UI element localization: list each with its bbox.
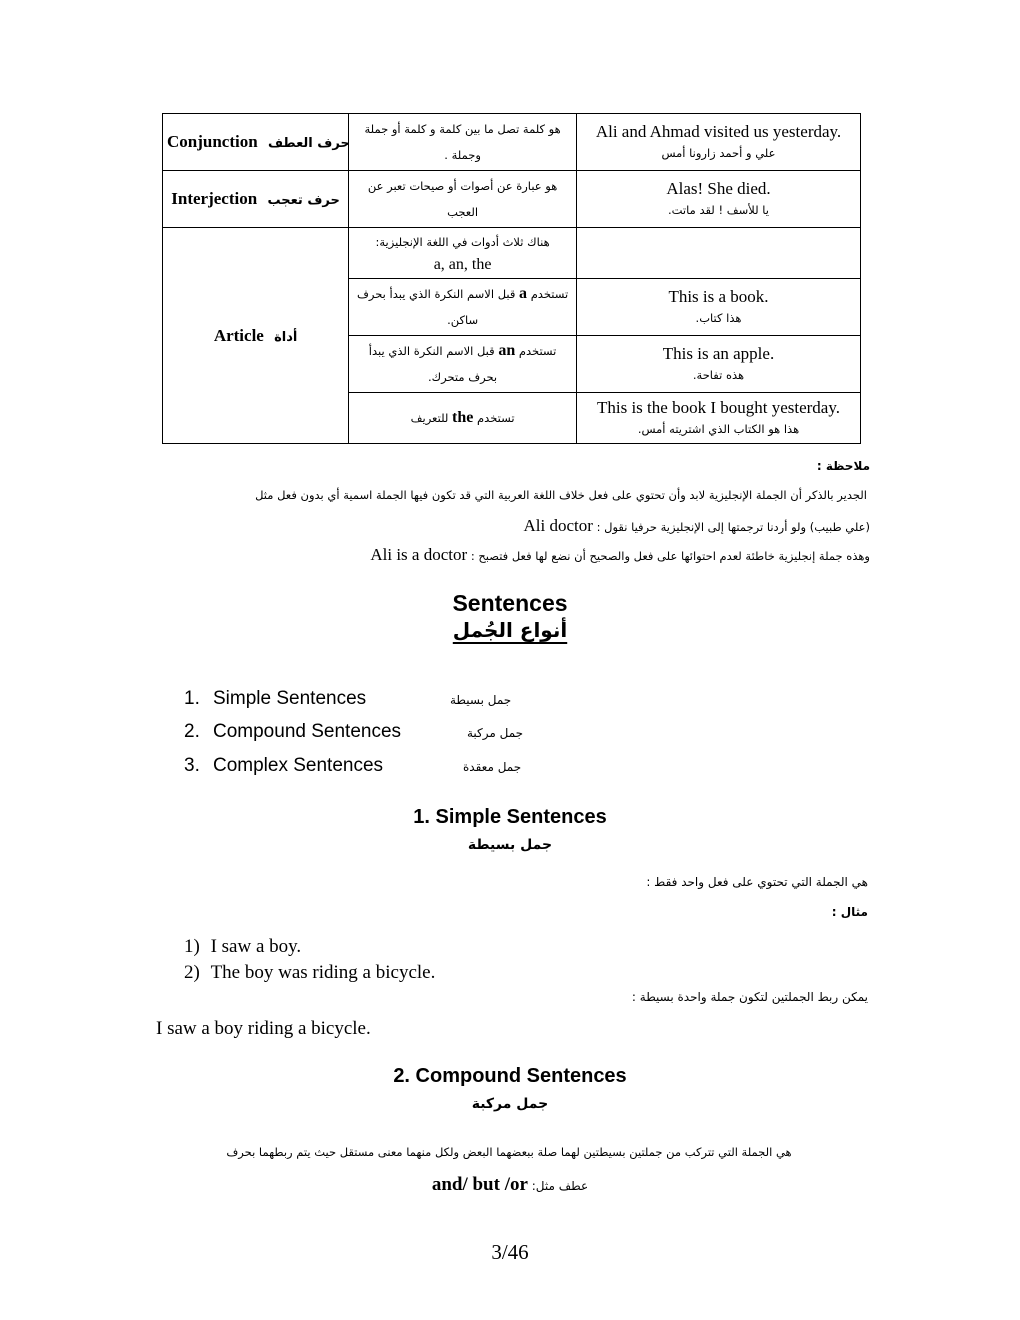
term-cell <box>163 171 349 228</box>
term-cell <box>163 114 349 171</box>
example-text: The boy was riding a bicycle. <box>210 962 436 983</box>
example-number: 2) <box>184 962 200 983</box>
table-row <box>163 171 861 228</box>
example-label: مثال : <box>831 905 868 919</box>
example-en: Alas! She died. <box>666 179 771 198</box>
description-cell: هو عبارة عن أصوات أو صيحات تعبر عن العجب <box>349 171 577 228</box>
simple-definition: هي الجملة التي تحتوي على فعل واحد فقط : <box>646 875 868 889</box>
table-row <box>163 228 861 279</box>
article-intro-ar: هناك ثلاث أدوات في اللغة الإنجليزية: <box>375 235 550 249</box>
page-number: 3/46 <box>491 1240 529 1264</box>
conj-words: and/ but /or <box>431 1174 528 1195</box>
example-en: This is the book I bought yesterday. <box>596 398 840 417</box>
note-line-2 <box>524 516 871 536</box>
term-ar: حرف العطف <box>267 136 350 151</box>
conj-label-ar: عطف مثل: <box>531 1179 589 1193</box>
compound-definition: هي الجملة التي تتركب من جملتين بسيطتين لهما صلة ببعضهما البعض ولكل منهما معنى مستقل حيث يتم ربطهما بحرف <box>226 1145 792 1159</box>
example-ar: هذا كتاب. <box>695 311 742 325</box>
note-line-2-ar: (علي طبيب) ولو أردنا ترجمتها إلى الإنجليزية حرفيا نقول : <box>596 520 870 534</box>
list-text-ar: جمل معقدة <box>463 760 522 774</box>
grammar-table <box>162 113 861 444</box>
simple-heading-ar: جمل بسيطة <box>467 837 553 853</box>
article-keyword: an <box>498 342 516 359</box>
table-row <box>163 114 861 171</box>
conj-line <box>0 1174 1020 1196</box>
note-line-2-en: Ali doctor <box>523 516 593 535</box>
note-line-3-ar: وهذه جملة إنجليزية خاطئة لعدم احتوائها على فعل والصحيح أن نضع لها فعل فتصبح : <box>470 549 870 563</box>
example-item <box>184 936 301 958</box>
term-en: Interjection <box>171 189 258 208</box>
example-text: I saw a boy. <box>210 936 302 957</box>
note-line-3-en: Ali is a doctor <box>370 545 468 564</box>
compound-heading: 2. Compound Sentences <box>393 1065 627 1087</box>
note-line-1: الجدير بالذكر أن الجملة الإنجليزية لابد وأن تحتوي على فعل خلاف اللغة العربية التي قد تكون فيها الجملة اسمية أي بدون فعل مثل <box>255 488 867 502</box>
example-ar: هذه تفاحة. <box>692 368 745 382</box>
desc-post: قبل الاسم النكرة الذي يبدأ بحرف ساكن. <box>356 287 516 327</box>
article-intro-en: a, an, the <box>433 256 492 273</box>
example-cell <box>576 336 860 393</box>
list-number: 1. <box>184 688 200 709</box>
example-cell <box>576 393 860 444</box>
example-cell <box>576 114 860 171</box>
list-number: 3. <box>184 755 200 776</box>
desc-pre: تستخدم <box>477 411 515 425</box>
article-keyword: a <box>519 285 528 302</box>
term-cell <box>163 228 349 444</box>
desc-pre: تستخدم <box>518 344 557 358</box>
example-item <box>184 962 435 984</box>
description-cell <box>349 336 577 393</box>
desc-post: للتعريف <box>410 411 449 425</box>
example-en: This is an apple. <box>662 344 775 363</box>
section-title: Sentences <box>452 590 568 616</box>
article-keyword: the <box>452 409 474 426</box>
section-title-ar: أنواع الجُمل <box>452 618 568 642</box>
term-en: Article <box>213 325 264 345</box>
desc-post: قبل الاسم النكرة الذي يبدأ بحرف متحرك. <box>368 344 498 384</box>
list-text-ar: جمل مركبة <box>467 726 524 740</box>
example-cell <box>576 279 860 336</box>
example-ar: علي و أحمد زارونا أمس <box>661 146 776 160</box>
desc-pre: تستخدم <box>530 287 569 301</box>
list-text-ar: جمل بسيطة <box>450 693 512 707</box>
note-line-3 <box>370 545 870 565</box>
description-cell <box>349 393 577 444</box>
example-en: This is a book. <box>668 287 769 306</box>
term-ar: أداة <box>274 329 298 345</box>
example-en: Ali and Ahmad visited us yesterday. <box>595 122 842 141</box>
list-text-en: Complex Sentences <box>213 755 384 776</box>
example-cell <box>576 171 860 228</box>
description-cell <box>349 228 577 279</box>
list-text-en: Compound Sentences <box>213 721 402 742</box>
note-label: ملاحظة : <box>816 459 870 473</box>
example-cell <box>576 228 860 279</box>
simple-heading: 1. Simple Sentences <box>413 806 607 828</box>
list-text-en: Simple Sentences <box>213 688 367 709</box>
list-number: 2. <box>184 721 200 742</box>
combine-note: يمكن ربط الجملتين لتكون جملة واحدة بسيطة : <box>631 990 868 1004</box>
compound-heading-ar: جمل مركبة <box>471 1096 549 1112</box>
description-cell <box>349 279 577 336</box>
term-ar: حرف تعجب <box>267 193 340 208</box>
combined-sentence: I saw a boy riding a bicycle. <box>156 1018 371 1039</box>
example-ar: يا للأسف ! لقد ماتت. <box>667 203 769 217</box>
example-number: 1) <box>184 936 200 957</box>
description-cell: هو كلمة تصل ما بين كلمة و كلمة أو جملة وجملة . <box>349 114 577 171</box>
example-ar: هذا هو الكتاب الذي اشتريته أمس. <box>637 422 800 436</box>
term-en: Conjunction <box>167 132 258 151</box>
